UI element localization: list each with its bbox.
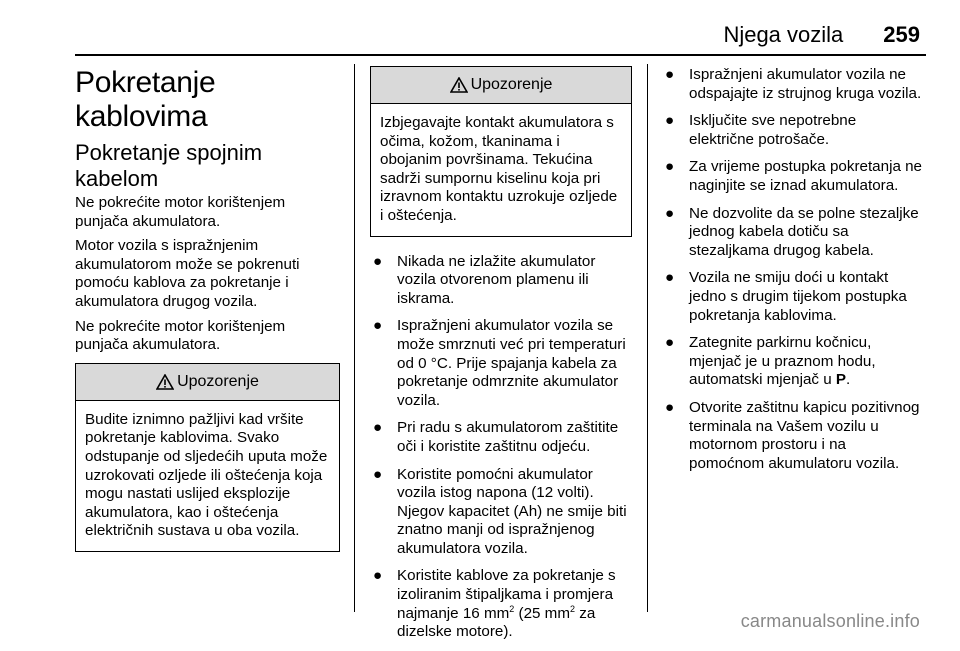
column-1 <box>75 64 340 562</box>
list-item <box>370 419 632 456</box>
list-item <box>370 567 632 641</box>
paragraph: Motor vozila s ispražnjenim akumulatorom može se pokrenuti pomoću kablova za pokretanje i akumulatora drugog vozila. <box>75 237 300 310</box>
list-item <box>662 158 924 195</box>
column-divider <box>647 64 648 612</box>
warning-title: Upozorenje <box>470 76 553 93</box>
warning-box <box>75 363 340 552</box>
footer-watermark: carmanualsonline.info <box>740 611 920 631</box>
bullet-icon: ● <box>665 269 675 287</box>
paragraph: Ne pokrećite motor korištenjem punjača akumulatora. <box>75 194 286 230</box>
warning-triangle-icon <box>450 77 468 93</box>
warning-title: Upozorenje <box>177 372 259 390</box>
list-item-text: Isključite sve nepotrebne električne potrošače. <box>689 112 857 148</box>
warning-header <box>76 364 339 401</box>
list-item-text: Koristite kablove za pokretanje s izoliranim štipaljkama i promjera najmanje 16 $mm^2$ (25 $mm^2$ za dizelske motore). <box>397 567 616 641</box>
bullet-icon: ● <box>665 66 675 83</box>
bullet-list <box>370 253 632 642</box>
warning-box <box>370 66 632 237</box>
list-item <box>370 253 632 309</box>
list-item <box>370 466 632 559</box>
page-number: 259 <box>883 22 920 47</box>
column-divider <box>354 64 355 612</box>
bullet-icon: ● <box>373 465 383 483</box>
bullet-icon: ● <box>373 252 383 270</box>
page-title: Pokretanje kablovima <box>75 66 216 133</box>
list-item <box>662 205 924 261</box>
section-title: Njega vozila <box>723 22 844 47</box>
list-item-text: Ispražnjeni akumulator vozila ne odspajajte iz strujnog kruga vozila. <box>689 66 922 102</box>
list-item <box>662 269 924 325</box>
list-item <box>662 112 924 149</box>
section-heading: Pokretanje spojnim kabelom <box>75 140 263 191</box>
warning-text: Budite iznimno pažljivi kad vršite pokretanje kablovima. Svako odstupanje od sljedećih uputa može uzrokovati ozljede ili oštećenja koja mogu nastati uslijed eksplozije akumulatora, kao i oštećenja električnih sustava u oba vozila. <box>85 410 328 540</box>
list-item <box>370 317 632 410</box>
list-item <box>662 334 924 390</box>
list-item <box>662 66 924 103</box>
bullet-icon: ● <box>665 334 675 352</box>
bullet-icon: ● <box>665 204 675 222</box>
warning-text: Izbjegavajte kontakt akumulatora s očima, kožom, tkaninama i obojanim površinama. Tekućina sadrži sumpornu kiselinu koja pri izravnom kontaktu uzrokuje ozljede i oštećenja. <box>380 114 618 224</box>
list-item-text: Koristite pomoćni akumulator vozila istog napona (12 volti). Njegov kapacitet (Ah) ne smije biti znatno manji od ispražnjenog akumulatora vozila. <box>397 465 627 557</box>
list-item-text: Nikada ne izlažite akumulator vozila otvorenom plamenu ili iskrama. <box>397 252 596 307</box>
page-header <box>723 22 920 48</box>
list-item-text: Pri radu s akumulatorom zaštitite oči i koristite zaštitnu odjeću. <box>397 419 619 455</box>
bullet-list <box>662 66 924 473</box>
gear-position-label: P <box>835 371 847 389</box>
list-item-text: Ispražnjeni akumulator vozila se može smrznuti već pri temperaturi od 0 °C. Prije spajanja kabela za pokretanje odmrznite akumulator vozila. <box>397 317 626 409</box>
paragraph: Ne pokrećite motor korištenjem punjača akumulatora. <box>75 317 286 354</box>
list-item <box>662 399 924 473</box>
list-item-text: Otvorite zaštitnu kapicu pozitivnog terminala na Vašem vozilu u motornom prostoru i na pomoćnom akumulatoru vozila. <box>689 398 920 472</box>
bullet-icon: ● <box>665 398 675 416</box>
warning-header <box>371 67 631 104</box>
header-rule <box>75 54 926 56</box>
bullet-icon: ● <box>373 567 383 585</box>
column-2 <box>370 64 632 651</box>
bullet-icon: ● <box>665 158 675 176</box>
bullet-icon: ● <box>373 317 383 335</box>
warning-triangle-icon <box>156 374 174 390</box>
list-item-text: Vozila ne smiju doći u kontakt jedno s drugim tijekom postupka pokretanja kablovima. <box>689 269 907 324</box>
list-item-text: Za vrijeme postupka pokretanja ne naginjite se iznad akumulatora. <box>689 158 923 194</box>
column-3 <box>662 64 924 482</box>
list-item-text: Ne dozvolite da se polne stezaljke jednog kabela dotiču sa stezaljkama drugog kabela. <box>689 204 919 259</box>
bullet-icon: ● <box>373 419 383 437</box>
list-item-text: Zategnite parkirnu kočnicu, mjenjač je u praznom hodu, automatski mjenjač u P. <box>689 334 876 389</box>
bullet-icon: ● <box>665 112 675 130</box>
